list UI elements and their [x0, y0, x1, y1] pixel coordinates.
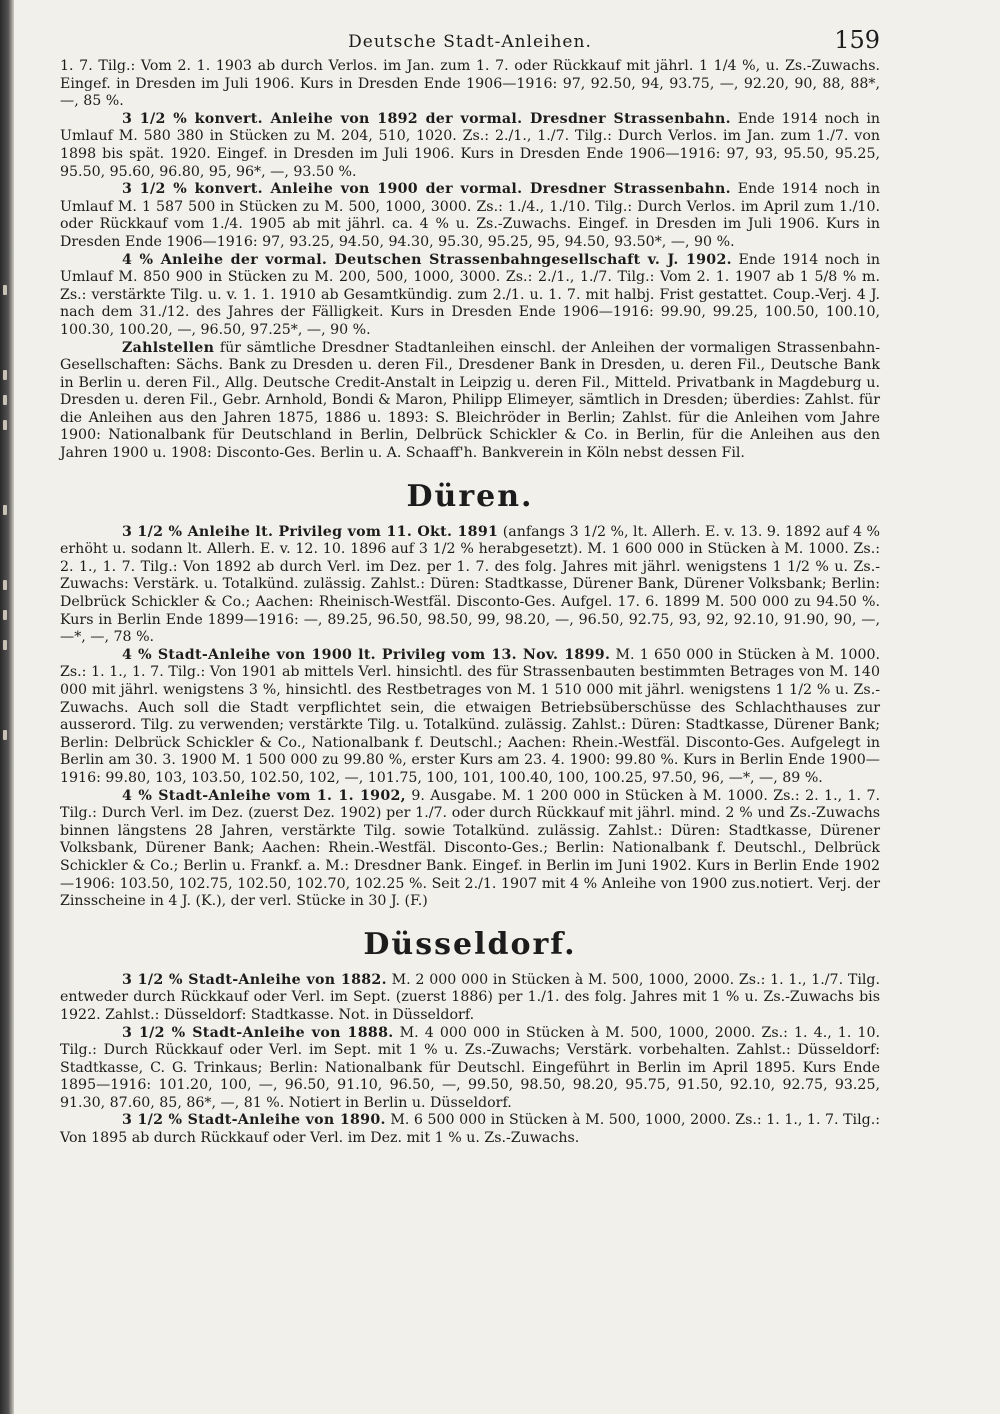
duesseldorf-entry-1888-title: 3 1/2 % Stadt-Anleihe von 1888. [122, 1024, 394, 1041]
dueren-entry-1902-text: 9. Ausgabe. M. 1 200 000 in Stücken à M. 1000. Zs.: 2. 1., 1. 7. Tilg.: Durch Verl. im Dez. (zuerst Dez. 1902) per 1./7. oder durch Rückkauf mit jährl. mind. 2 % und Zs.-Zuwachs binnen längstens 28 Jahren, verstärkte Tilg. sowie Totalkünd. zulässig. Zahlst.: Düren: Stadtkasse, Dürener Volksbank, Dürener Bank; Aachen: Rhein.-Westfäl. Disconto-Ges.; Berlin: Nationalbank f. Deutschl., Delbrück Schickler & Co.; Berlin u. Frankf. a. M.: Dresdner Bank. Eingef. in Berlin im Juni 1902. Kurs in Berlin Ende 1902—1906: 103.50, 102.75, 102.50, 102.70, 102.25 %. Seit 2./1. 1907 mit 4 % Anleihe von 1900 zus.notiert. Verj. der Zinsscheine in 4 J. (K.), der verl. Stücke in 30 J. (F.) [60, 787, 880, 910]
duesseldorf-entry-1890-title: 3 1/2 % Stadt-Anleihe von 1890. [122, 1112, 386, 1129]
duesseldorf-entry-1882 [60, 972, 880, 1025]
page-number: 159 [834, 26, 880, 54]
duesseldorf-entry-1890 [60, 1112, 880, 1147]
dresden-continuation: 1. 7. Tilg.: Vom 2. 1. 1903 ab durch Verlos. im Jan. zum 1. 7. oder Rückkauf mit jährl. 1 1/4 %, u. Zs.-Zuwachs. Eingef. in Dresden im Juli 1906. Kurs in Dresden Ende 1906—1916: 97, 92.50, 94, 93.75, —, 92.20, 90, 88, 88*, —, 85 %. [60, 58, 880, 110]
running-title: Deutsche Stadt-Anleihen. [348, 32, 592, 52]
dresden-entry-1892-title: 3 1/2 % konvert. Anleihe von 1892 der vormal. Dresdner Strassenbahn. [122, 110, 731, 127]
running-head [60, 24, 880, 58]
dueren-entry-1900-text: M. 1 650 000 in Stücken à M. 1000. Zs.: 1. 1., 1. 7. Tilg.: Von 1901 ab mittels Verl. hinsichtl. des für Strassenbauten bestimmten Betrages von M. 140 000 mit jährl. wenigstens 3 %, hinsichtl. des Restbetrages von M. 1 510 000 mit jährl. wenigstens 1 1/2 % u. Zs.-Zuwachs. Auch soll die Stadt verpflichtet sein, die etwaigen Betriebsüberschüsse des Schlachthauses zur ausserord. Tilg. zu verwenden; verstärkte Tilg. u. Totalkünd. zulässig. Zahlst.: Düren: Stadtkasse, Dürener Bank; Berlin: Delbrück Schickler & Co., Nationalbank f. Deutschl.; Aachen: Rhein.-Westfäl. Disconto-Ges. Aufgelegt in Berlin am 30. 3. 1900 M. 1 500 000 zu 99.80 %, erster Kurs am 23. 4. 1900: 99.80 %. Kurs in Berlin Ende 1900—1916: 99.80, 103, 103.50, 102.50, 102, —, 101.75, 100, 101, 100.40, 100, 100.25, 97.50, 96, —*, —, 89 %. [60, 646, 881, 786]
dresden-zahlstellen-title: Zahlstellen [122, 339, 215, 356]
dresden-entry-1900-title: 3 1/2 % konvert. Anleihe von 1900 der vormal. Dresdner Strassenbahn. [122, 181, 731, 198]
dresden-entry-1902-text: Ende 1914 noch in Umlauf M. 850 900 in Stücken zu M. 200, 500, 1000, 3000. Zs.: 2./1., 1./7. Tilg.: Vom 2. 1. 1907 ab 1 5/8 % m. Zs.: verstärkte Tilg. u. v. 1. 1. 1910 ab Gesamtkündig. zum 2./1. u. 1. 7. mit halbj. Frist gestattet. Coup.-Verj. 4 J. nach dem 31./12. des Jahres der Fälligkeit. Kurs in Dresden Ende 1906—1916: 99.90, 99.25, 100.50, 100.10, 100.30, 100.20, —, 96.50, 97.25*, —, 90 %. [60, 251, 880, 338]
margin-marks [0, 0, 14, 1414]
city-heading-duesseldorf: Düsseldorf. [363, 926, 577, 962]
duesseldorf-entry-1882-text: M. 2 000 000 in Stücken à M. 500, 1000, 2000. Zs.: 1. 1., 1./7. Tilg. entweder durch Rückkauf oder Verl. im Sept. (zuerst 1886) per 1./1. des folg. Jahres mit 1 % u. Zs.-Zuwachs bis 1922. Zahlst.: Düsseldorf: Stadtkasse. Not. in Düsseldorf. [60, 971, 880, 1023]
dresden-entry-1902 [60, 252, 880, 340]
page [60, 24, 880, 1404]
dresden-entry-1902-title: 4 % Anleihe der vormal. Deutschen Strassenbahngesellschaft v. J. 1902. [122, 251, 732, 268]
dueren-entry-1891-text: (anfangs 3 1/2 %, lt. Allerh. E. v. 13. 9. 1892 auf 4 % erhöht u. sodann lt. Allerh. E. v. 12. 10. 1896 auf 3 1/2 % herabgesetzt). M. 1 600 000 in Stücken à M. 1000. Zs.: 2. 1., 1. 7. Tilg.: Von 1892 ab durch Verl. im Dez. per 1. 7. des folg. Jahres mit jährl. wenigstens 1 1/2 % u. Zs.-Zuwachs: Verstärk. u. Totalkünd. zulässig. Zahlst.: Düren: Stadtkasse, Dürener Bank, Dürener Volksbank; Berlin: Delbrück Schickler & Co.; Aachen: Rheinisch-Westfäl. Disconto-Ges. Aufgel. 17. 6. 1899 M. 500 000 zu 94.50 %. Kurs in Berlin Ende 1899—1916: —, 89.25, 96.50, 98.50, 99, 98.20, —, 96.50, 92.75, 93, 92, 92.10, 91.90, 90, —, —*, —, 78 %. [60, 523, 880, 646]
dueren-entry-1891 [60, 524, 880, 647]
dresden-entry-1892-text: Ende 1914 noch in Umlauf M. 580 380 in Stücken zu M. 204, 510, 1020. Zs.: 2./1., 1./7. Tilg.: Durch Verlos. im Jan. zum 1./7. von 1898 bis spät. 1920. Eingef. in Dresden im Juli 1906. Kurs in Dresden Ende 1906—1916: 97, 93, 95.50, 95.25, 95.50, 95.60, 96.80, 95, 96*, —, 93.50 %. [60, 110, 880, 180]
dresden-zahlstellen-text: für sämtliche Dresdner Stadtanleihen einschl. der Anleihen der vormaligen Strassenbahn-Gesellschaften: Sächs. Bank zu Dresden u. deren Fil., Dresdener Bank in Dresden, u. deren Fil., Deutsche Bank in Berlin u. deren Fil., Allg. Deutsche Credit-Anstalt in Leipzig u. deren Fil., Mitteld. Privatbank in Magdeburg u. Dresden u. deren Fil., Gebr. Arnhold, Bondi & Maron, Philipp Elimeyer, sämtlich in Dresden; überdies: Zahlst. für die Anleihen aus den Jahren 1875, 1886 u. 1893: S. Bleichröder in Berlin; Zahlst. für die Anleihen vom Jahre 1900: Nationalbank für Deutschland in Berlin, Delbrück Schickler & Co. in Berlin, für die Anleihen aus den Jahren 1900 u. 1908: Disconto-Ges. Berlin u. A. Schaaff'h. Bankverein in Köln nebst dessen Fil. [60, 339, 881, 462]
dueren-entry-1900 [60, 647, 880, 788]
duesseldorf-entry-1888-text: M. 4 000 000 in Stücken à M. 500, 1000, 2000. Zs.: 1. 4., 1. 10. Tilg.: Durch Rückkauf oder Verl. im Sept. mit 1 % u. Zs.-Zuwachs; Verstärk. vorbehalten. Zahlst.: Düsseldorf: Stadtkasse, C. G. Trinkaus; Berlin: Nationalbank für Deutschl. Eingeführt in Berlin im April 1895. Kurs Ende 1895—1916: 101.20, 100, —, 96.50, 91.10, 96.50, —, 99.50, 98.50, 98.20, 95.75, 91.50, 92.10, 92.75, 93.25, 91.30, 87.60, 85, 86*, —, 81 %. Notiert in Berlin u. Düsseldorf. [60, 1024, 881, 1111]
dueren-entry-1902-title: 4 % Stadt-Anleihe vom 1. 1. 1902, [122, 787, 406, 804]
dresden-entry-1900 [60, 181, 880, 251]
dueren-entry-1891-title: 3 1/2 % Anleihe lt. Privileg vom 11. Okt. 1891 [122, 523, 499, 540]
dueren-entry-1902 [60, 788, 880, 911]
duesseldorf-entry-1888 [60, 1025, 880, 1113]
dresden-zahlstellen [60, 340, 880, 463]
city-heading-dueren: Düren. [406, 478, 534, 514]
dresden-entry-1900-text: Ende 1914 noch in Umlauf M. 1 587 500 in Stücken zu M. 500, 1000, 3000. Zs.: 1./4., 1./10. Tilg.: Durch Verlos. im April zum 1./10. oder Rückkauf vom 1./4. 1905 ab mit jährl. ca. 4 % u. Zs.-Zuwachs. Eingef. in Dresden im Juli 1906. Kurs in Dresden Ende 1906—1916: 97, 93.25, 94.50, 94.30, 95.30, 95.25, 95, 94.50, 93.50*, —, 90 %. [60, 181, 880, 250]
dueren-entry-1900-title: 4 % Stadt-Anleihe von 1900 lt. Privileg vom 13. Nov. 1899. [122, 646, 611, 663]
dresden-entry-1892 [60, 111, 880, 181]
duesseldorf-entry-1890-text: M. 6 500 000 in Stücken à M. 500, 1000, 2000. Zs.: 1. 1., 1. 7. Tilg.: Von 1895 ab durch Rückkauf oder Verl. im Dez. mit 1 % u. Zs.-Zuwachs. [60, 1112, 881, 1147]
duesseldorf-entry-1882-title: 3 1/2 % Stadt-Anleihe von 1882. [122, 971, 387, 988]
